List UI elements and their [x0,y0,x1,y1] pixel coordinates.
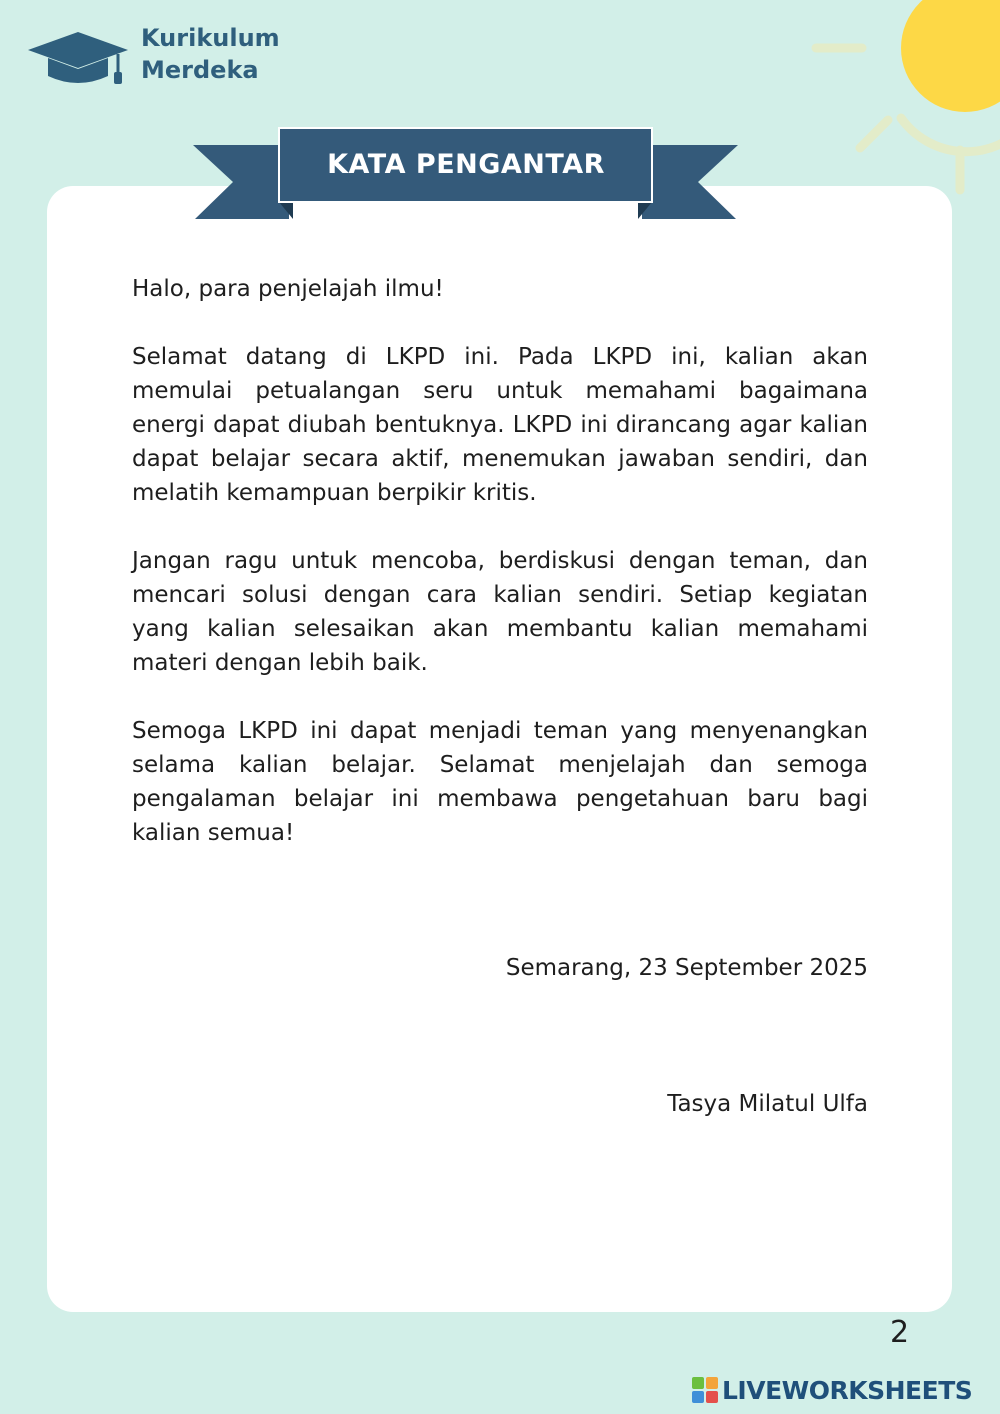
paragraph-3: Semoga LKPD ini dapat menjadi teman yang menyenangkan selama kalian belajar. Selamat menjelajah dan semoga pengalaman belajar ini membawa pengetahuan baru bagi kalian semua! [132,718,868,846]
page-title: KATA PENGANTAR [327,148,605,180]
liveworksheets-logo-icon [692,1377,718,1403]
liveworksheets-logo[interactable] [692,1374,972,1406]
author-name: Tasya Milatul Ulfa [667,1091,868,1117]
letter-body [132,272,868,884]
graduation-cap-icon [26,28,130,88]
sun-icon [800,0,1000,200]
kurikulum-merdeka-logo [26,22,296,92]
logo-text [141,22,280,86]
greeting: Halo, para penjelajah ilmu! [132,276,444,302]
page-number: 2 [890,1315,910,1350]
logo-line-2: Merdeka [141,56,259,84]
place-date: Semarang, 23 September 2025 [505,955,868,981]
logo-line-1: Kurikulum [141,24,280,52]
liveworksheets-brand: LIVEWORKSHEETS [722,1375,973,1405]
title-banner [193,127,738,221]
paragraph-1: Selamat datang di LKPD ini. Pada LKPD ini, kalian akan memulai petualangan seru untuk memahami bagaimana energi dapat diubah bentuknya. LKPD ini dirancang agar kalian dapat belajar secara aktif, menemukan jawaban sendiri, dan melatih kemampuan berpikir kritis. [132,344,868,506]
paragraph-2: Jangan ragu untuk mencoba, berdiskusi dengan teman, dan mencari solusi dengan cara kalian sendiri. Setiap kegiatan yang kalian selesaikan akan membantu kalian memahami materi dengan lebih baik. [132,548,868,676]
